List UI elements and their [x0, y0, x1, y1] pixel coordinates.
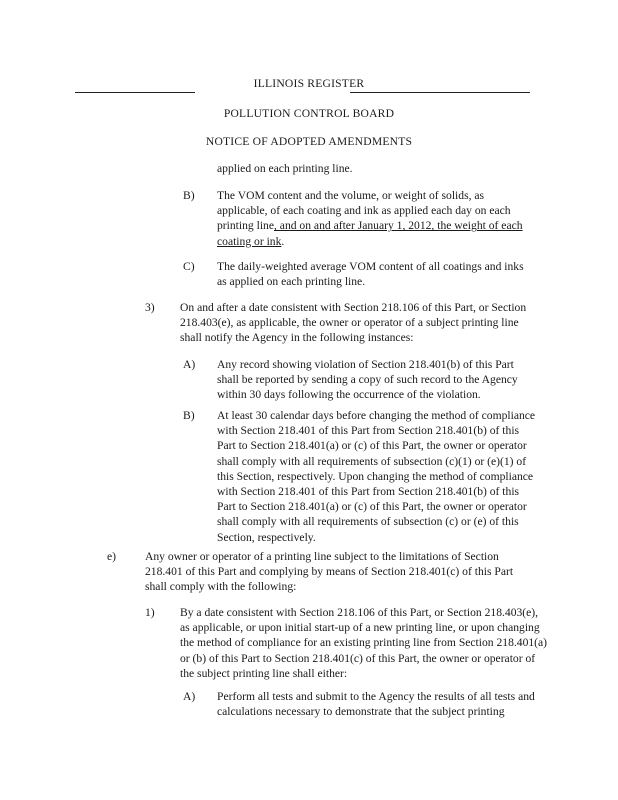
item-3b-label: B)	[183, 409, 195, 422]
register-title: ILLINOIS REGISTER	[253, 77, 365, 90]
item-e1-text: By a date consistent with Section 218.106 of this Part, or Section 218.403(e), as applicable, or upon initial start-up of a new printing line, or upon changing the method of compliance for an existing printing line from Section 218.401(a) or (b) of this Part to Section 218.401(c) of this Part, the owner or operator of the subject printing line shall either:	[180, 606, 548, 680]
item-c-text: The daily-weighted average VOM content of all coatings and inks as applied on each printing line.	[217, 260, 524, 289]
header-rule-right	[350, 92, 530, 93]
item-3a-text: Any record showing violation of Section 218.401(b) of this Part shall be reported by sending a copy of such record to the Agency within 30 days following the occurrence of the violation.	[217, 358, 518, 402]
item-c-label: C)	[183, 260, 195, 273]
item-b-label: B)	[183, 189, 195, 202]
item-e-text: Any owner or operator of a printing line subject to the limitations of Section 218.401 of this Part and complying by means of Section 218.401(c) of this Part shall comply with the following:	[145, 550, 514, 594]
item-e1a-text: Perform all tests and submit to the Agency the results of all tests and calculations necessary to demonstrate that the subject printing	[217, 690, 535, 719]
item-b-text-underlined: , and on and after January 1, 2012, the weight of each coating or ink	[217, 219, 523, 248]
item-3b-text: At least 30 calendar days before changing the method of compliance with Section 218.401 of this Part from Section 218.401(b) of this Part to Section 218.401(a) or (c) of this Part, the owner or operator shall comply with all requirements of subsection (c)(1) or (e)(1) of this Section, respectively. Upon changing the method of compliance with Section 218.401 of this Part from Section 218.401(b) of this Part to Section 218.401(a) or (c) of this Part, the owner or operator shall comply with all requirements of subsection (c) or (e) of this Section, respectively.	[217, 409, 536, 544]
continued-text: applied on each printing line.	[217, 162, 353, 175]
header-rule-left	[75, 92, 195, 93]
item-b-text-plain: The VOM content and the volume, or weight of solids, as applicable, of each coating and ink as applied each day on each printing line	[217, 189, 511, 233]
item-3-label: 3)	[145, 301, 155, 314]
item-e-label: e)	[107, 550, 117, 563]
board-title: POLLUTION CONTROL BOARD	[223, 107, 395, 120]
item-e1a-label: A)	[183, 690, 196, 703]
item-b-text-end: .	[281, 234, 285, 248]
item-e1-label: 1)	[145, 606, 155, 619]
item-3-text: On and after a date consistent with Section 218.106 of this Part, or Section 218.403(e), as applicable, the owner or operator of a subject printing line shall notify the Agency in the following instances:	[180, 301, 527, 345]
item-3a-label: A)	[183, 358, 196, 371]
item-b-text	[217, 188, 532, 249]
notice-title: NOTICE OF ADOPTED AMENDMENTS	[205, 135, 413, 148]
